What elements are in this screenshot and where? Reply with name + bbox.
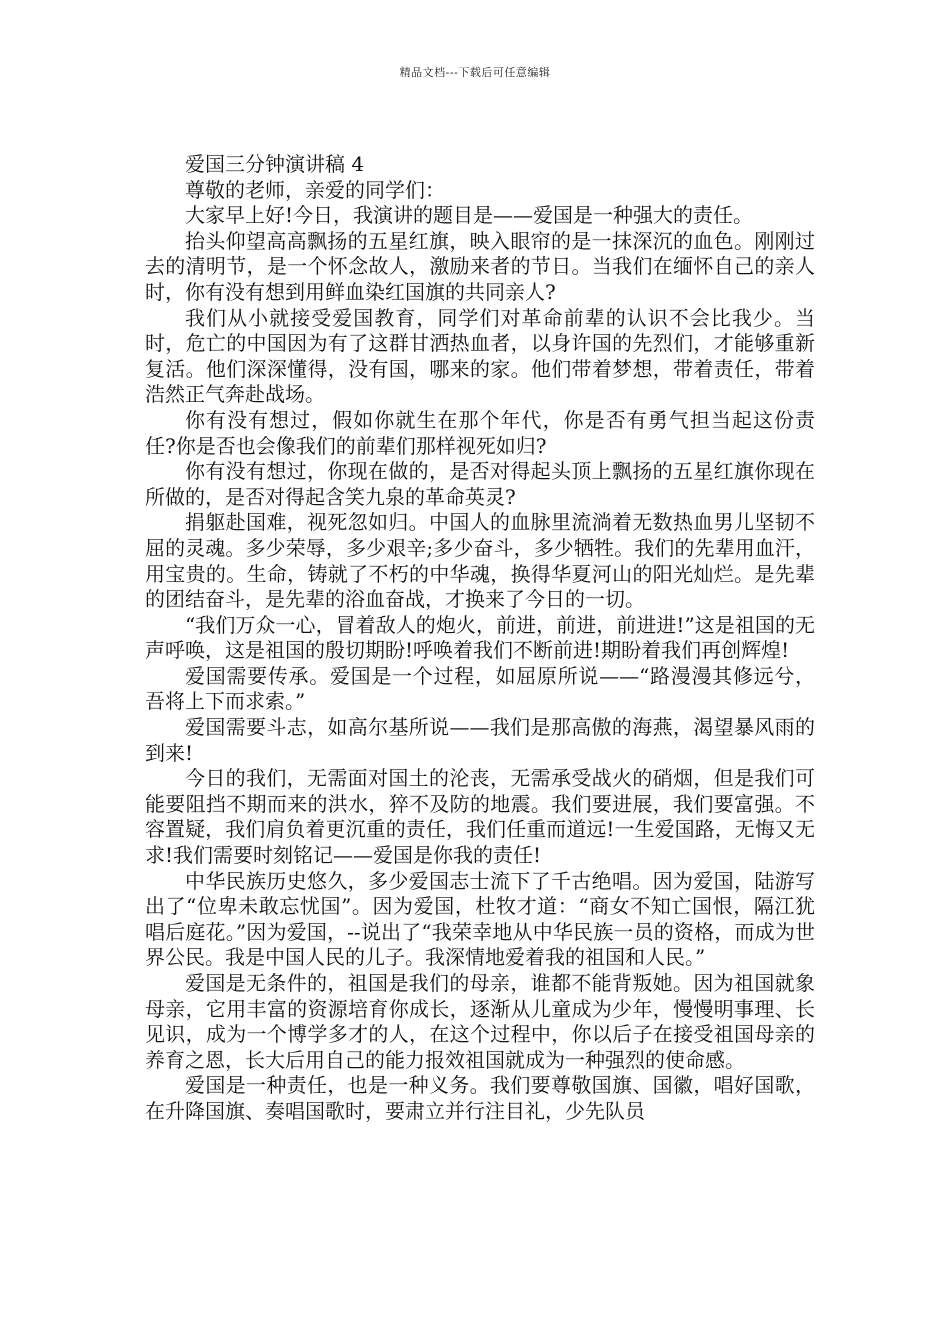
paragraph: 大家早上好!今日，我演讲的题目是——爱国是一种强大的责任。: [185, 203, 754, 228]
paragraph: 你有没有想过，假如你就生在那个年代，你是否有勇气担当起这份责任?你是否也会像我们的前辈们那样视死如归?: [145, 407, 815, 458]
paragraph: 抬头仰望高高飘扬的五星红旗，映入眼帘的是一抹深沉的血色。刚刚过去的清明节，是一个怀念故人，激励来者的节日。当我们在缅怀自己的亲人时，你有没有想到用鲜血染红国旗的共同亲人?: [145, 228, 815, 304]
paragraph: 爱国需要斗志，如高尔基所说——我们是那高傲的海燕，渴望暴风雨的到来!: [145, 715, 815, 765]
paragraph: 中华民族历史悠久，多少爱国志士流下了千古绝唱。因为爱国，陆游写出了“位卑未敢忘忧国”。因为爱国，杜牧才道：“商女不知亡国恨，隔江犹唱后庭花。”因为爱国，--说出了“我荣幸地从中华民族一员的资格，而成为世界公民。我是中国人民的儿子。我深情地爱着我的祖国和人民。”: [145, 868, 815, 970]
paragraph: 捐躯赴国难，视死忽如归。中国人的血脉里流淌着无数热血男儿坚韧不屈的灵魂。多少荣辱，多少艰辛;多少奋斗，多少牺牲。我们的先辈用血汗，用宝贵的。生命，铸就了不朽的中华魂，换得华夏河山的阳光灿烂。是先辈的团结奋斗，是先辈的浴血奋战，才换来了今日的一切。: [145, 510, 815, 612]
paragraph: 爱国是无条件的，祖国是我们的母亲，谁都不能背叛她。因为祖国就象母亲，它用丰富的资源培育你成长，逐渐从儿童成为少年，慢慢明事理、长见识，成为一个博学多才的人，在这个过程中，你以后子在接受祖国母亲的养育之恩，长大后用自己的能力报效祖国就成为一种强烈的使命感。: [145, 971, 815, 1072]
paragraph: 尊敬的老师，亲爱的同学们：: [185, 177, 445, 202]
paragraph: 我们从小就接受爱国教育，同学们对革命前辈的认识不会比我少。当时，危亡的中国因为有了这群甘洒热血者，以身许国的先烈们，才能够重新复活。他们深深懂得，没有国，哪来的家。他们带着梦想，带着责任，带着浩然正气奔赴战场。: [145, 305, 815, 407]
document-title: 爱国三分钟演讲稿 4: [185, 152, 365, 176]
paragraph: 今日的我们，无需面对国土的沦丧，无需承受战火的硝烟，但是我们可能要阻挡不期而来的洪水，猝不及防的地震。我们要进展，我们要富强。不容置疑，我们肩负着更沉重的责任，我们任重而道远!一生爱国路，无悔又无求!我们需要时刻铭记——爱国是你我的责任!: [145, 766, 815, 868]
document-body: [145, 152, 815, 1125]
page-header: 精品文档---下载后可任意编辑: [399, 66, 551, 79]
paragraph: 你有没有想过，你现在做的，是否对得起头顶上飘扬的五星红旗你现在所做的，是否对得起含笑九泉的革命英灵?: [145, 459, 815, 509]
paragraph: “我们万众一心，冒着敌人的炮火，前进，前进，前进进!”这是祖国的无声呼唤，这是祖国的殷切期盼!呼唤着我们不断前进!期盼着我们再创辉煌!: [145, 612, 815, 663]
paragraph: 爱国是一种责任，也是一种义务。我们要尊敬国旗、国徽，唱好国歌，在升降国旗、奏唱国歌时，要肃立并行注目礼，少先队员: [145, 1073, 815, 1123]
paragraph: 爱国需要传承。爱国是一个过程，如屈原所说——“路漫漫其修远兮，吾将上下而求索。”: [145, 663, 815, 714]
